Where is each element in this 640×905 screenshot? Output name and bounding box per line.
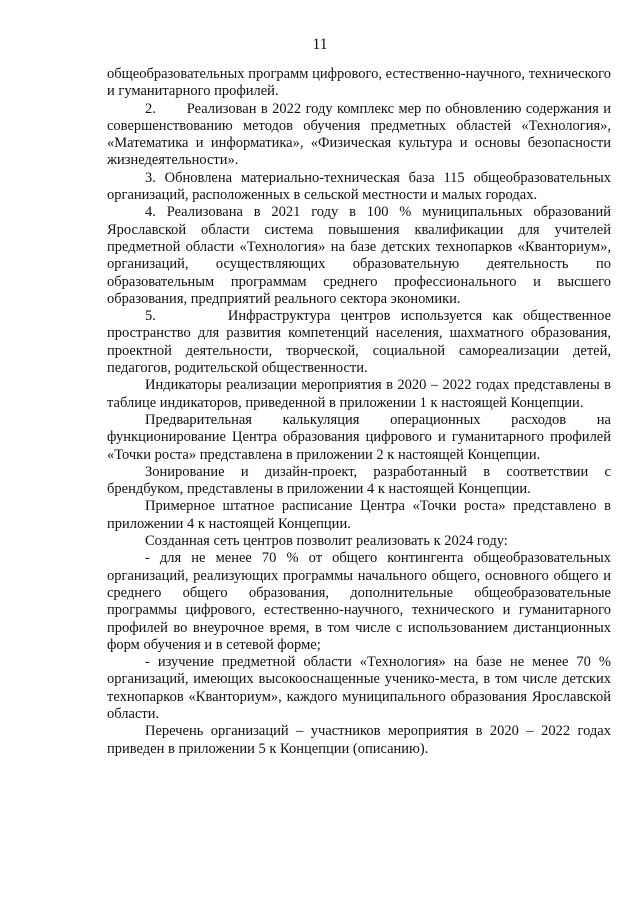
paragraph-item-3: 3. Обновлена материально-техническая база 115 общеобразовательных организаций, расположенных в сельской местности и малых городах. <box>107 169 611 204</box>
paragraph-zoning: Зонирование и дизайн-проект, разработанный в соответствии с брендбуком, представлены в приложении 4 к настоящей Концепции. <box>107 463 611 498</box>
paragraph-item-2: 2. Реализован в 2022 году комплекс мер по обновлению содержания и совершенствованию методов обучения предметных областей «Технология», «Математика и информатика», «Физическая культура и основы безопасности жизнедеятельности». <box>107 100 611 169</box>
paragraph-continuation: общеобразовательных программ цифрового, естественно-научного, технического и гуманитарного профилей. <box>107 66 611 100</box>
paragraph-participants: Перечень организаций – участников мероприятия в 2020 – 2022 годах приведен в приложении 5 к Концепции (описанию). <box>107 723 611 757</box>
paragraph-item-5: 5. Инфраструктура центров используется как общественное пространство для развития компетенций населения, шахматного образования, проектной деятельности, творческой, социальной самореализации детей, педагогов, родительской общественности. <box>107 308 611 377</box>
paragraph-network-intro: Созданная сеть центров позволит реализовать к 2024 году: <box>145 533 508 550</box>
paragraph-item-4: 4. Реализована в 2021 году в 100 % муниципальных образований Ярославской области система повышения квалификации для учителей предметной области «Технология» на базе детских технопарков «Кванториум», организаций, осуществляющих образовательную деятельность по образовательным программам среднего профессионального и высшего образования, предприятий реального сектора экономики. <box>107 204 611 307</box>
paragraph-staffing: Примерное штатное расписание Центра «Точки роста» представлено в приложении 4 к настоящей Концепции. <box>107 498 611 532</box>
paragraph-bullet-2: - изучение предметной области «Технология» на базе не менее 70 % организаций, имеющих высокооснащенные ученико-места, в том числе детских технопарков «Кванториум», каждого муниципального образования Ярославской области. <box>107 654 611 722</box>
paragraph-bullet-1: - для не менее 70 % от общего контингента общеобразовательных организаций, реализующих программы начального общего, основного общего и среднего общего образования, дополнительные общеобразовательные программы цифрового, естественно-научного, технического и гуманитарного профилей во внеурочное время, в том числе с использованием дистанционных форм обучения и в сетевой форме; <box>107 550 611 653</box>
paragraph-indicators: Индикаторы реализации мероприятия в 2020 – 2022 годах представлены в таблице индикаторов, приведенной в приложении 1 к настоящей Концепции. <box>107 377 611 411</box>
paragraph-calculation: Предварительная калькуляция операционных расходов на функционирование Центра образования цифрового и гуманитарного профилей «Точки роста» представлена в приложении 2 к настоящей Концепции. <box>107 411 611 463</box>
document-body <box>107 66 611 758</box>
page-number: 11 <box>312 36 328 53</box>
